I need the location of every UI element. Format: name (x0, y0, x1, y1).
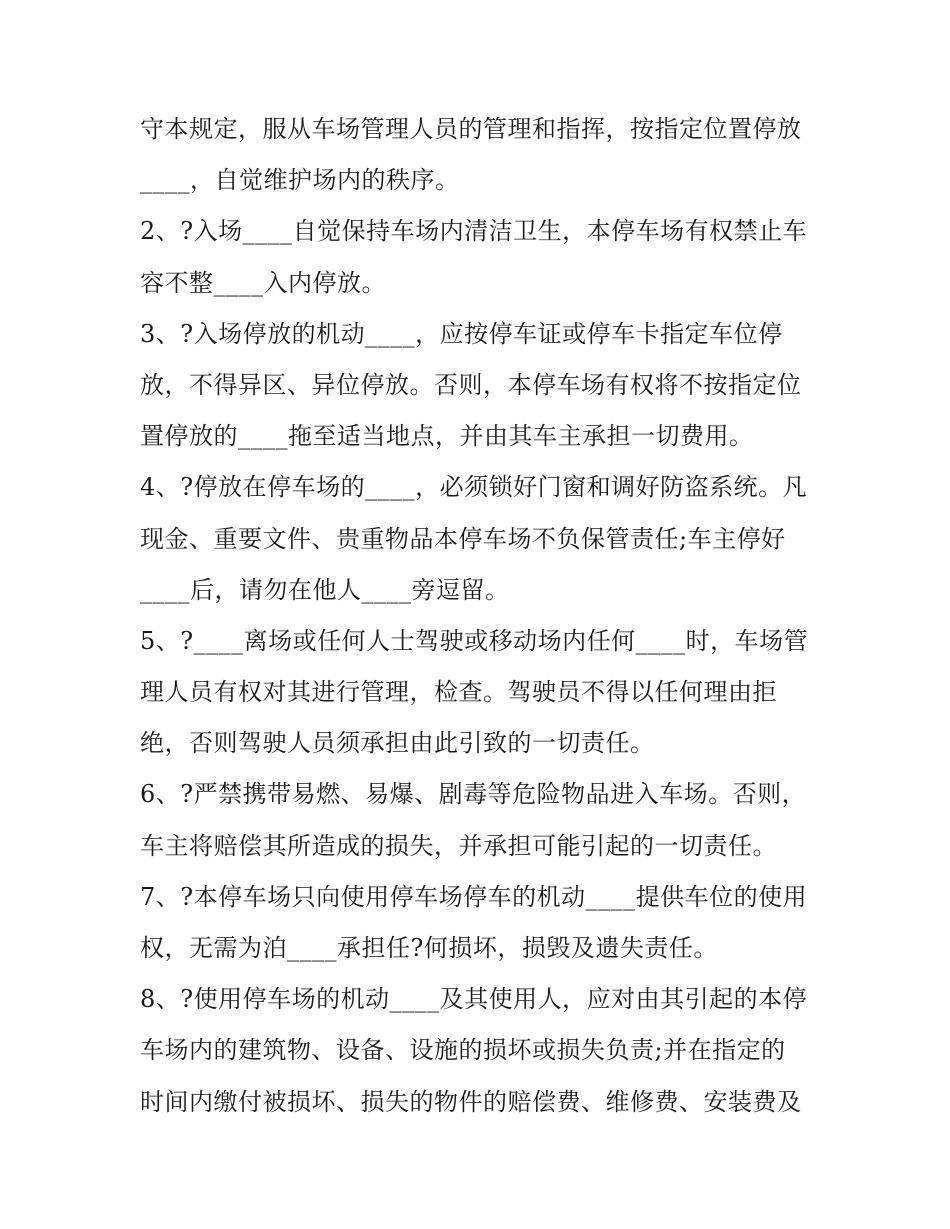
text-line: 现金、重要文件、贵重物品本停车场不负保管责任;车主停好 (140, 524, 786, 553)
text-line: 守本规定，服从车场管理人员的管理和指挥，按指定位置停放 (140, 115, 802, 143)
text-line: 置停放的____拖至适当地点，并由其车主承担一切费用。 (140, 422, 754, 451)
text-line: 5、?____离场或任何人士驾驶或移动场内任何____时，车场管 (140, 626, 809, 655)
text-line: 8、?使用停车场的机动____及其使用人，应对由其引起的本停 (140, 985, 808, 1014)
text-line: 理人员有权对其进行管理，检查。驾驶员不得以任何理由拒 (140, 678, 777, 707)
text-line: 4、?停放在停车场的____，必须锁好门窗和调好防盗系统。凡 (140, 473, 808, 502)
text-line: 放，不得异区、异位停放。否则，本停车场有权将不按指定位 (140, 370, 802, 399)
document-body (140, 104, 812, 1128)
text-line: ____，自觉维护场内的秩序。 (140, 166, 460, 195)
text-line: 车主将赔偿其所造成的损失，并承担可能引起的一切责任。 (140, 831, 777, 860)
text-line: 7、?本停车场只向使用停车场停车的机动____提供车位的使用 (140, 882, 808, 911)
text-line: 3、?入场停放的机动____，应按停车证或停车卡指定车位停 (140, 319, 783, 348)
text-line: 2、?入场____自觉保持车场内清洁卫生，本停车场有权禁止车 (140, 217, 808, 246)
text-line: 时间内缴付被损坏、损失的物件的赔偿费、维修费、安装费及 (140, 1087, 802, 1116)
text-line: 权，无需为泊____承担任?何损坏，损毁及遗失责任。 (140, 934, 718, 962)
text-line: 绝，否则驾驶人员须承担由此引致的一切责任。 (140, 729, 655, 758)
text-line: ____后，请勿在他人____旁逗留。 (140, 575, 510, 604)
text-line: 6、?严禁携带易燃、易爆、剧毒等危险物品进入车场。否则， (140, 780, 807, 809)
text-line: 容不整____入内停放。 (140, 268, 386, 297)
text-line: 车场内的建筑物、设备、设施的损坏或损失负责;并在指定的 (140, 1036, 786, 1065)
